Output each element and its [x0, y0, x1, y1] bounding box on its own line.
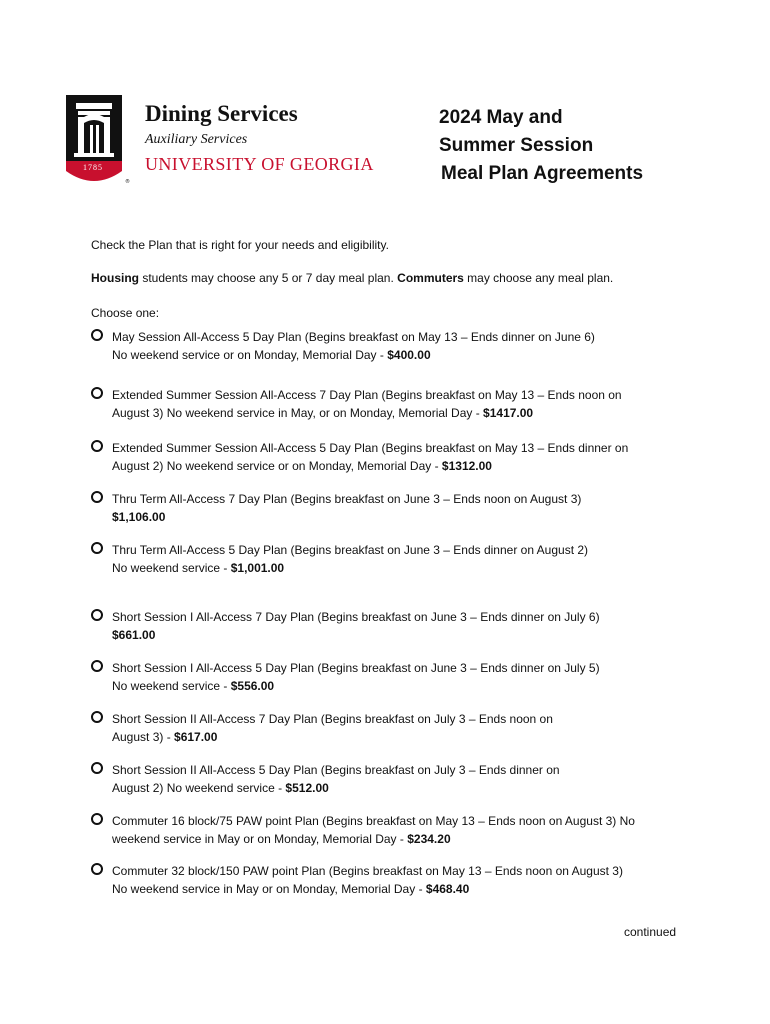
radio-button[interactable]	[91, 660, 103, 672]
plan-details	[112, 559, 284, 577]
plan-description: Extended Summer Session All-Access 5 Day Plan (Begins breakfast on May 13 – Ends dinner on	[112, 441, 629, 455]
plan-price: $1312.00	[441, 459, 492, 473]
plan-description: Short Session II All-Access 5 Day Plan (Begins breakfast on July 3 – Ends dinner on	[112, 763, 560, 777]
plan-details-text: August 3) No weekend service in May, or on Monday, Memorial Day -	[112, 406, 484, 420]
document-title	[439, 104, 643, 188]
plan-description: Commuter 32 block/150 PAW point Plan (Begins breakfast on May 13 – Ends noon on August 3)	[112, 864, 623, 878]
plan-description: Short Session I All-Access 7 Day Plan (Begins breakfast on June 3 – Ends dinner on July 6)	[112, 610, 600, 624]
radio-button[interactable]	[91, 711, 103, 723]
plan-details	[112, 830, 451, 848]
plan-details	[112, 677, 274, 695]
brand-subtitle: Auxiliary Services	[145, 132, 248, 147]
radio-button[interactable]	[91, 813, 103, 825]
housing-text: students may choose any 5 or 7 day meal plan.	[139, 271, 398, 285]
radio-button[interactable]	[91, 542, 103, 554]
plan-price: $1,106.00	[112, 510, 166, 524]
plan-details-text: No weekend service -	[112, 561, 231, 575]
plan-description: Short Session II All-Access 7 Day Plan (Begins breakfast on July 3 – Ends noon on	[112, 712, 553, 726]
plan-price: $556.00	[230, 679, 275, 693]
radio-button[interactable]	[91, 762, 103, 774]
plan-description: Thru Term All-Access 5 Day Plan (Begins breakfast on June 3 – Ends dinner on August 2)	[112, 543, 589, 557]
plan-description: Short Session I All-Access 5 Day Plan (Begins breakfast on June 3 – Ends dinner on July 5)	[112, 661, 600, 675]
plan-details-text: August 3) -	[112, 730, 175, 744]
plan-price: $1417.00	[483, 406, 534, 420]
plan-details	[112, 728, 217, 746]
commuters-text: may choose any meal plan.	[463, 271, 614, 285]
plan-description: Extended Summer Session All-Access 7 Day Plan (Begins breakfast on May 13 – Ends noon on	[112, 388, 622, 402]
plan-details-text: August 2) No weekend service -	[112, 781, 286, 795]
document-title-line: Meal Plan Agreements	[441, 163, 644, 184]
radio-button[interactable]	[91, 387, 103, 399]
radio-button[interactable]	[91, 863, 103, 875]
plan-details-text: No weekend service or on Monday, Memorial Day -	[112, 348, 388, 362]
registered-mark: ®	[125, 179, 130, 185]
choose-one-label: Choose one:	[91, 306, 160, 320]
plan-price: $617.00	[174, 730, 218, 744]
plan-price: $512.00	[285, 781, 329, 795]
plan-description: Thru Term All-Access 7 Day Plan (Begins breakfast on June 3 – Ends noon on August 3)	[112, 492, 582, 506]
plan-price: $400.00	[387, 348, 431, 362]
document-title-line: 2024 May and	[439, 107, 563, 128]
plan-details	[112, 346, 431, 364]
logo-year: 1785	[83, 163, 103, 172]
plan-details-text: No weekend service -	[112, 679, 231, 693]
plan-details	[112, 779, 329, 797]
plan-description: May Session All-Access 5 Day Plan (Begins breakfast on May 13 – Ends dinner on June 6)	[112, 330, 595, 344]
plan-price: $1,001.00	[230, 561, 285, 575]
plan-details	[112, 880, 469, 898]
radio-button[interactable]	[91, 329, 103, 341]
continued-note: continued	[624, 925, 677, 939]
plan-details	[112, 404, 533, 422]
radio-button[interactable]	[91, 440, 103, 452]
plan-details	[112, 457, 492, 475]
commuters-label: Commuters	[397, 271, 464, 285]
plan-price: $661.00	[112, 628, 156, 642]
intro-instruction: Check the Plan that is right for your needs and eligibility.	[91, 238, 389, 252]
radio-button[interactable]	[91, 609, 103, 621]
uga-arch-logo	[66, 95, 128, 185]
radio-button[interactable]	[91, 491, 103, 503]
plan-details-text: August 2) No weekend service or on Monday, Memorial Day -	[112, 459, 442, 473]
plan-price: $468.40	[425, 882, 470, 896]
plan-description: Commuter 16 block/75 PAW point Plan (Begins breakfast on May 13 – Ends noon on August 3) No	[112, 814, 635, 828]
document-title-line: Summer Session	[439, 135, 594, 156]
eligibility-note	[91, 271, 613, 286]
brand-title: Dining Services	[145, 101, 298, 126]
plan-details-text: weekend service in May or on Monday, Memorial Day -	[112, 832, 408, 846]
plan-details	[112, 626, 155, 644]
housing-label: Housing	[91, 271, 139, 285]
plan-details	[112, 508, 165, 526]
brand-university: UNIVERSITY OF GEORGIA	[145, 154, 374, 174]
plan-price: $234.20	[407, 832, 451, 846]
plan-details-text: No weekend service in May or on Monday, Memorial Day -	[112, 882, 426, 896]
